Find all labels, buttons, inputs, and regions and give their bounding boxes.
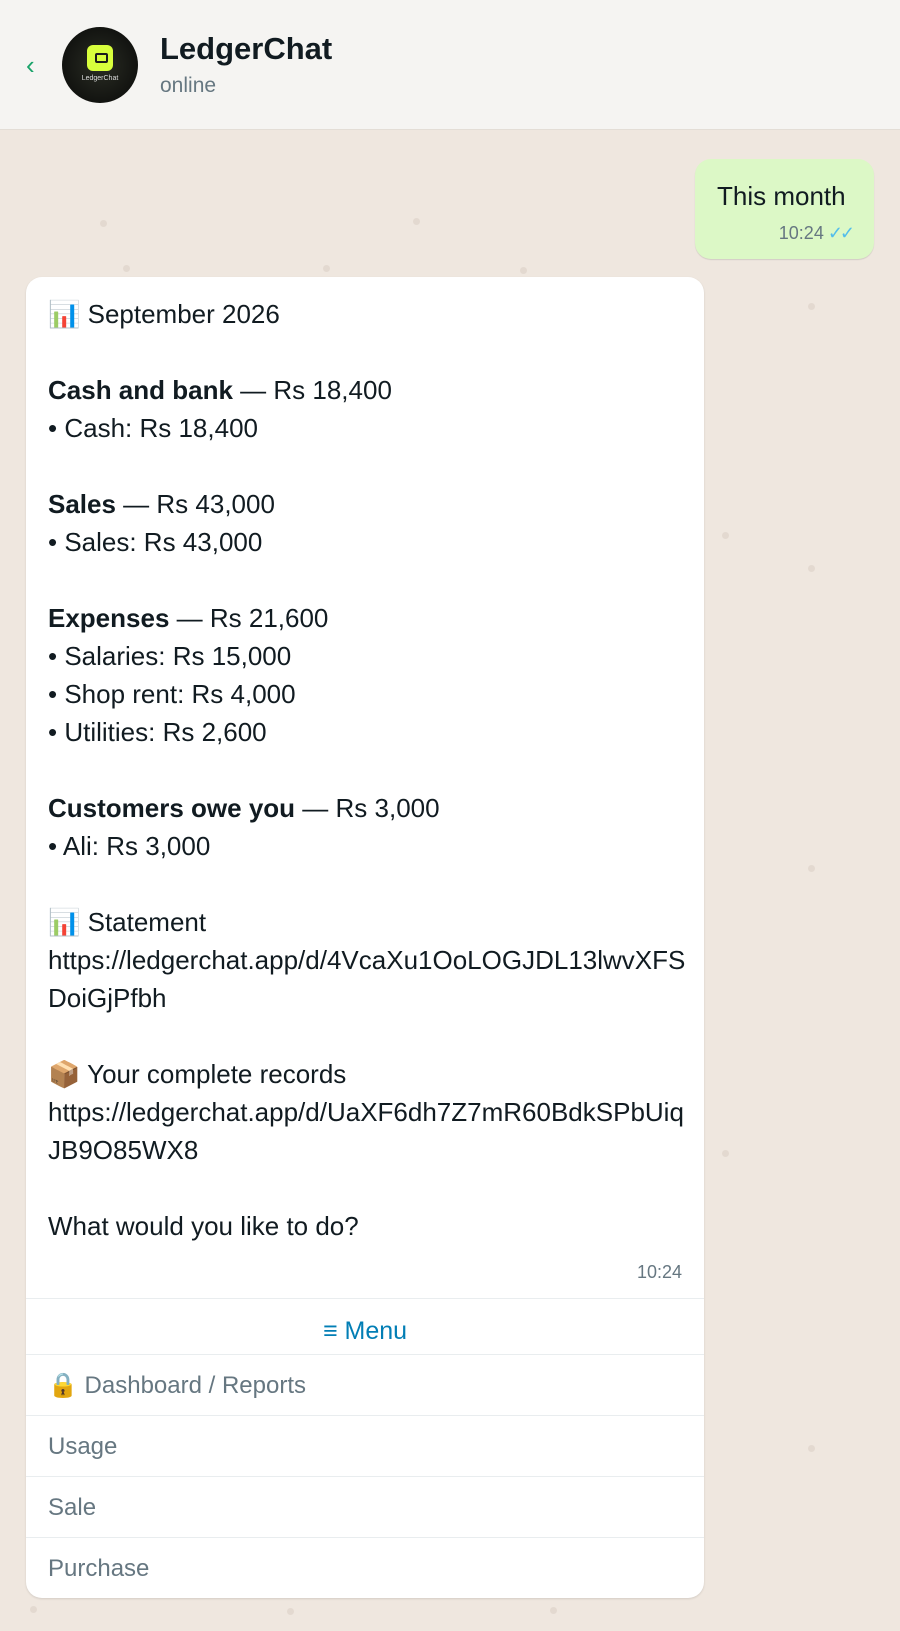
incoming-message-time: 10:24 (636, 1262, 682, 1282)
message-line-item: • Sales: Rs 43,000 (48, 527, 263, 557)
wallpaper-dot (722, 532, 729, 539)
back-icon[interactable]: ‹ (26, 50, 35, 80)
records-link[interactable]: https://ledgerchat.app/d/UaXF6dh7Z7mR60BdkSPbUiqJB9O85WX8 (48, 1097, 684, 1165)
message-line-item: • Utilities: Rs 2,600 (48, 717, 267, 747)
menu-label: Menu (344, 1317, 408, 1345)
lock-icon: 🔒 (48, 1371, 78, 1399)
avatar-label: LedgerChat (81, 75, 119, 82)
wallpaper-dot (722, 1150, 729, 1157)
outgoing-message[interactable] (695, 159, 874, 259)
menu-option-sale[interactable]: Sale (26, 1476, 704, 1537)
wallpaper-dot (30, 1606, 37, 1613)
message-line-heading: 📦 Your complete records (48, 1059, 347, 1090)
message-line-section: Sales — Rs 43,000 (48, 489, 275, 519)
menu-icon: ≡ (322, 1317, 338, 1345)
message-line-heading: 📊 Statement (48, 907, 207, 938)
avatar[interactable] (62, 27, 138, 103)
wallpaper-dot (287, 1608, 294, 1615)
message-line-item: • Cash: Rs 18,400 (48, 413, 258, 443)
menu-button[interactable] (26, 1298, 704, 1354)
statement-link[interactable]: https://ledgerchat.app/d/4VcaXu1OoLOGJDL13lwvXFSDoiGjPfbh (48, 945, 686, 1013)
menu-option-dashboard-reports[interactable]: 🔒 Dashboard / Reports (26, 1354, 704, 1415)
read-receipt-icon: ✓✓ (827, 223, 852, 243)
message-line-heading: 📊 September 2026 (48, 299, 280, 330)
wallpaper-dot (808, 865, 815, 872)
wallpaper-dot (550, 1607, 557, 1614)
bar-chart-icon: 📊 (48, 300, 81, 330)
message-line-item: • Shop rent: Rs 4,000 (48, 679, 296, 709)
message-line-prompt: What would you like to do? (48, 1211, 359, 1241)
message-line-section: Expenses — Rs 21,600 (48, 603, 329, 633)
bar-chart-icon: 📊 (48, 908, 81, 938)
package-icon: 📦 (48, 1060, 81, 1090)
message-line-section: Cash and bank — Rs 18,400 (48, 375, 392, 405)
outgoing-message-time: 10:24 (778, 223, 824, 243)
message-line-item: • Salaries: Rs 15,000 (48, 641, 292, 671)
incoming-message[interactable] (26, 277, 704, 1598)
chat-header (0, 0, 900, 130)
wallpaper-dot (808, 1445, 815, 1452)
ledgerchat-logo-icon (87, 45, 113, 71)
chat-title[interactable]: LedgerChat (160, 31, 333, 66)
wallpaper-dot (413, 218, 420, 225)
menu-option-purchase[interactable]: Purchase (26, 1537, 704, 1598)
chat-status: online (160, 74, 217, 97)
wallpaper-dot (520, 267, 527, 274)
incoming-message-text (48, 295, 688, 1245)
outgoing-message-meta (779, 223, 852, 244)
message-line-item: • Ali: Rs 3,000 (48, 831, 211, 861)
wallpaper-dot (100, 220, 107, 227)
wallpaper-dot (123, 265, 130, 272)
message-line-section: Customers owe you — Rs 3,000 (48, 793, 440, 823)
wallpaper-dot (808, 565, 815, 572)
wallpaper-dot (808, 303, 815, 310)
wallpaper-dot (323, 265, 330, 272)
outgoing-message-text: This month (717, 181, 846, 211)
menu-option-usage[interactable]: Usage (26, 1415, 704, 1476)
